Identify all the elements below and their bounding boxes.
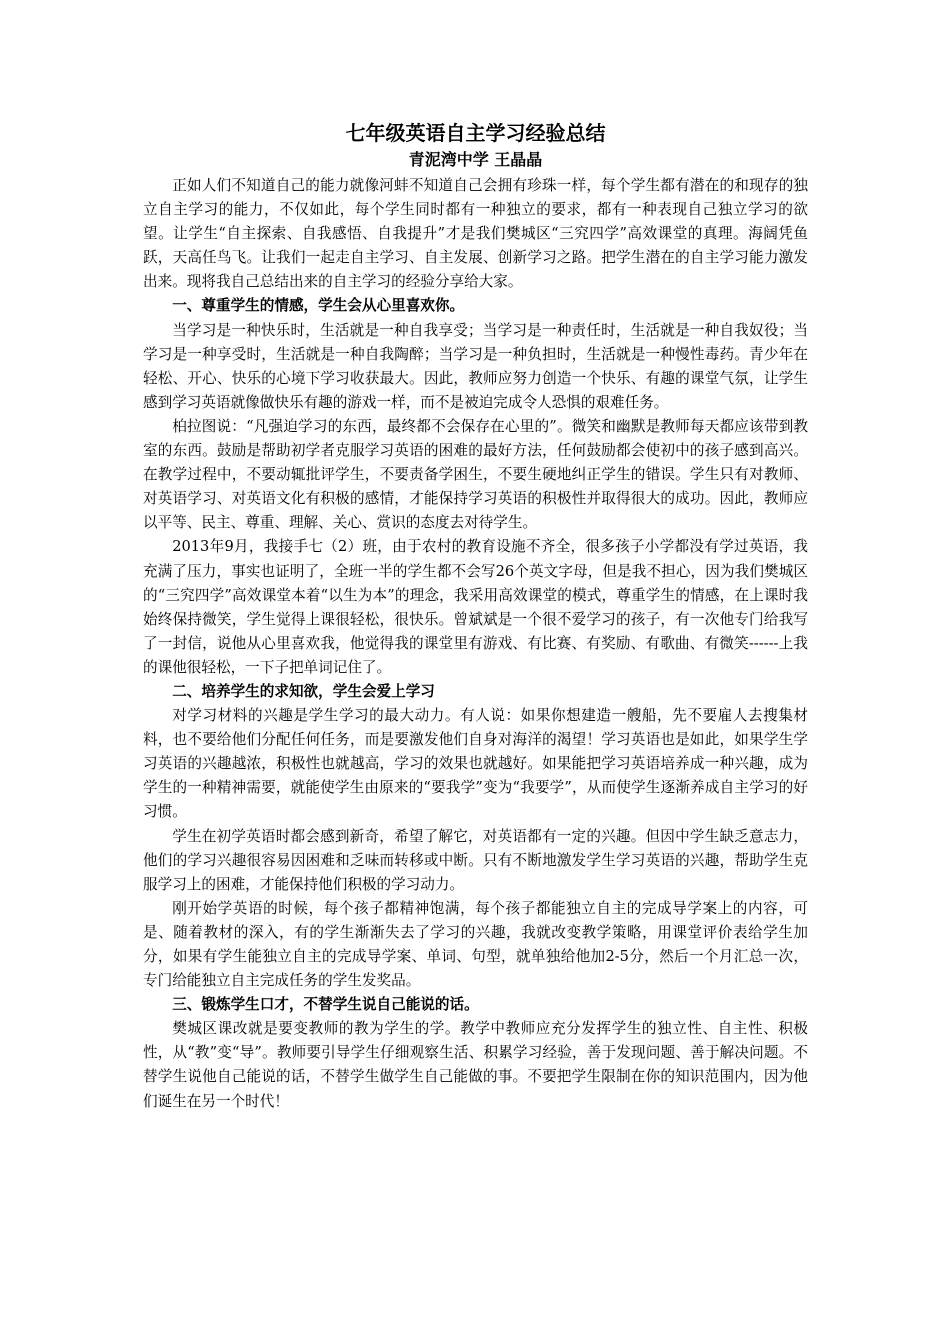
document-page <box>143 118 808 1114</box>
section-heading: 二、培养学生的求知欲，学生会爱上学习 <box>172 682 435 700</box>
paragraph: 正如人们不知道自己的能力就像河蚌不知道自己会拥有珍珠一样，每个学生都有潜在的和现存的独立自主学习的能力，不仅如此，每个学生同时都有一种独立的要求，都有一种表现自己独立学习的欲望。让学生“自主探索、自我感悟、自我提升”才是我们樊城区“三究四学”高效课堂的真理。海阔凭鱼跃，天高任鸟飞。让我们一起走自主学习、自主发展、创新学习之路。把学生潜在的自主学习能力激发出来。现将我自己总结出来的自主学习的经验分享给大家。 <box>143 177 808 291</box>
section-heading: 一、尊重学生的情感，学生会从心里喜欢你。 <box>172 297 465 315</box>
section-heading: 三、锻炼学生口才，不替学生说自己能说的话。 <box>172 996 479 1014</box>
paragraph: 学生在初学英语时都会感到新奇，希望了解它，对英语都有一定的兴趣。但因中学生缺乏意志力，他们的学习兴趣很容易因困难和乏味而转移或中断。只有不断地激发学生学习英语的兴趣，帮助学生克服学习上的困难，才能保持他们积极的学习动力。 <box>143 827 808 893</box>
document-author: 青泥湾中学 王晶晶 <box>408 150 543 169</box>
paragraph: 柏拉图说：“凡强迫学习的东西，最终都不会保存在心里的”。微笑和幽默是教师每天都应该带到教室的东西。鼓励是帮助初学者克服学习英语的困难的最好方法，任何鼓励都会使初中的孩子感到高兴。在教学过程中，不要动辄批评学生，不要责备学困生，不要生硬地纠正学生的错误。学生只有对教师、对英语学习、对英语文化有积极的感情，才能保持学习英语的积极性并取得很大的成功。因此，教师应以平等、民主、尊重、理解、关心、赏识的态度去对待学生。 <box>143 417 808 532</box>
paragraph: 刚开始学英语的时候，每个孩子都精神饱满，每个孩子都能独立自主的完成导学案上的内容，可是、随着教材的深入，有的学生渐渐失去了学习的兴趣，我就改变教学策略，用课堂评价表给学生加分，如果有学生能独立自主的完成导学案、单词、句型，就单独给他加2-5分，然后一个月汇总一次，专门给能独立自主完成任务的学生发奖品。 <box>143 899 808 990</box>
paragraph: 当学习是一种快乐时，生活就是一种自我享受；当学习是一种责任时，生活就是一种自我奴役；当学习是一种享受时，生活就是一种自我陶醉；当学习是一种负担时，生活就是一种慢性毒药。青少年在轻松、开心、快乐的心境下学习收获最大。因此，教师应努力创造一个快乐、有趣的课堂气氛，让学生感到学习英语就像做快乐有趣的游戏一样，而不是被迫完成令人恐惧的艰难任务。 <box>143 321 808 411</box>
paragraph: 2013年9月，我接手七（2）班，由于农村的教育设施不齐全，很多孩子小学都没有学过英语，我充满了压力，事实也证明了，全班一半的学生都不会写26个英文字母，但是我不担心，因为我们樊城区的“三究四学”高效课堂本着“以生为本”的理念，我采用高效课堂的模式，尊重学生的情感，在上课时我始终保持微笑，学生觉得上课很轻松，很快乐。曾斌斌是一个很不爱学习的孩子，有一次他专门给我写了一封信，说他从心里喜欢我，他觉得我的课堂里有游戏、有比赛、有奖励、有歌曲、有微笑------上我的课他很轻松，一下子把单词记住了。 <box>143 538 808 676</box>
document-title: 七年级英语自主学习经验总结 <box>345 121 606 145</box>
paragraph: 对学习材料的兴趣是学生学习的最大动力。有人说：如果你想建造一艘船，先不要雇人去搜集材料，也不要给他们分配任何任务，而是要激发他们自身对海洋的渴望！学习英语也是如此，如果学生学习英语的兴趣越浓，积极性也就越高，学习的效果也就越好。如果能把学习英语培养成一种兴趣，成为学生的一种精神需要，就能使学生由原来的“要我学”变为“我要学”，从而使学生逐渐养成自主学习的好习惯。 <box>143 707 808 821</box>
paragraph: 樊城区课改就是要变教师的教为学生的学。教学中教师应充分发挥学生的独立性、自主性、积极性，从“教”变“导”。教师要引导学生仔细观察生活、积累学习经验，善于发现问题、善于解决问题。不替学生说他自己能说的话，不替学生做学生自己能做的事。不要把学生限制在你的知识范围内，因为他们诞生在另一个时代！ <box>143 1020 808 1110</box>
